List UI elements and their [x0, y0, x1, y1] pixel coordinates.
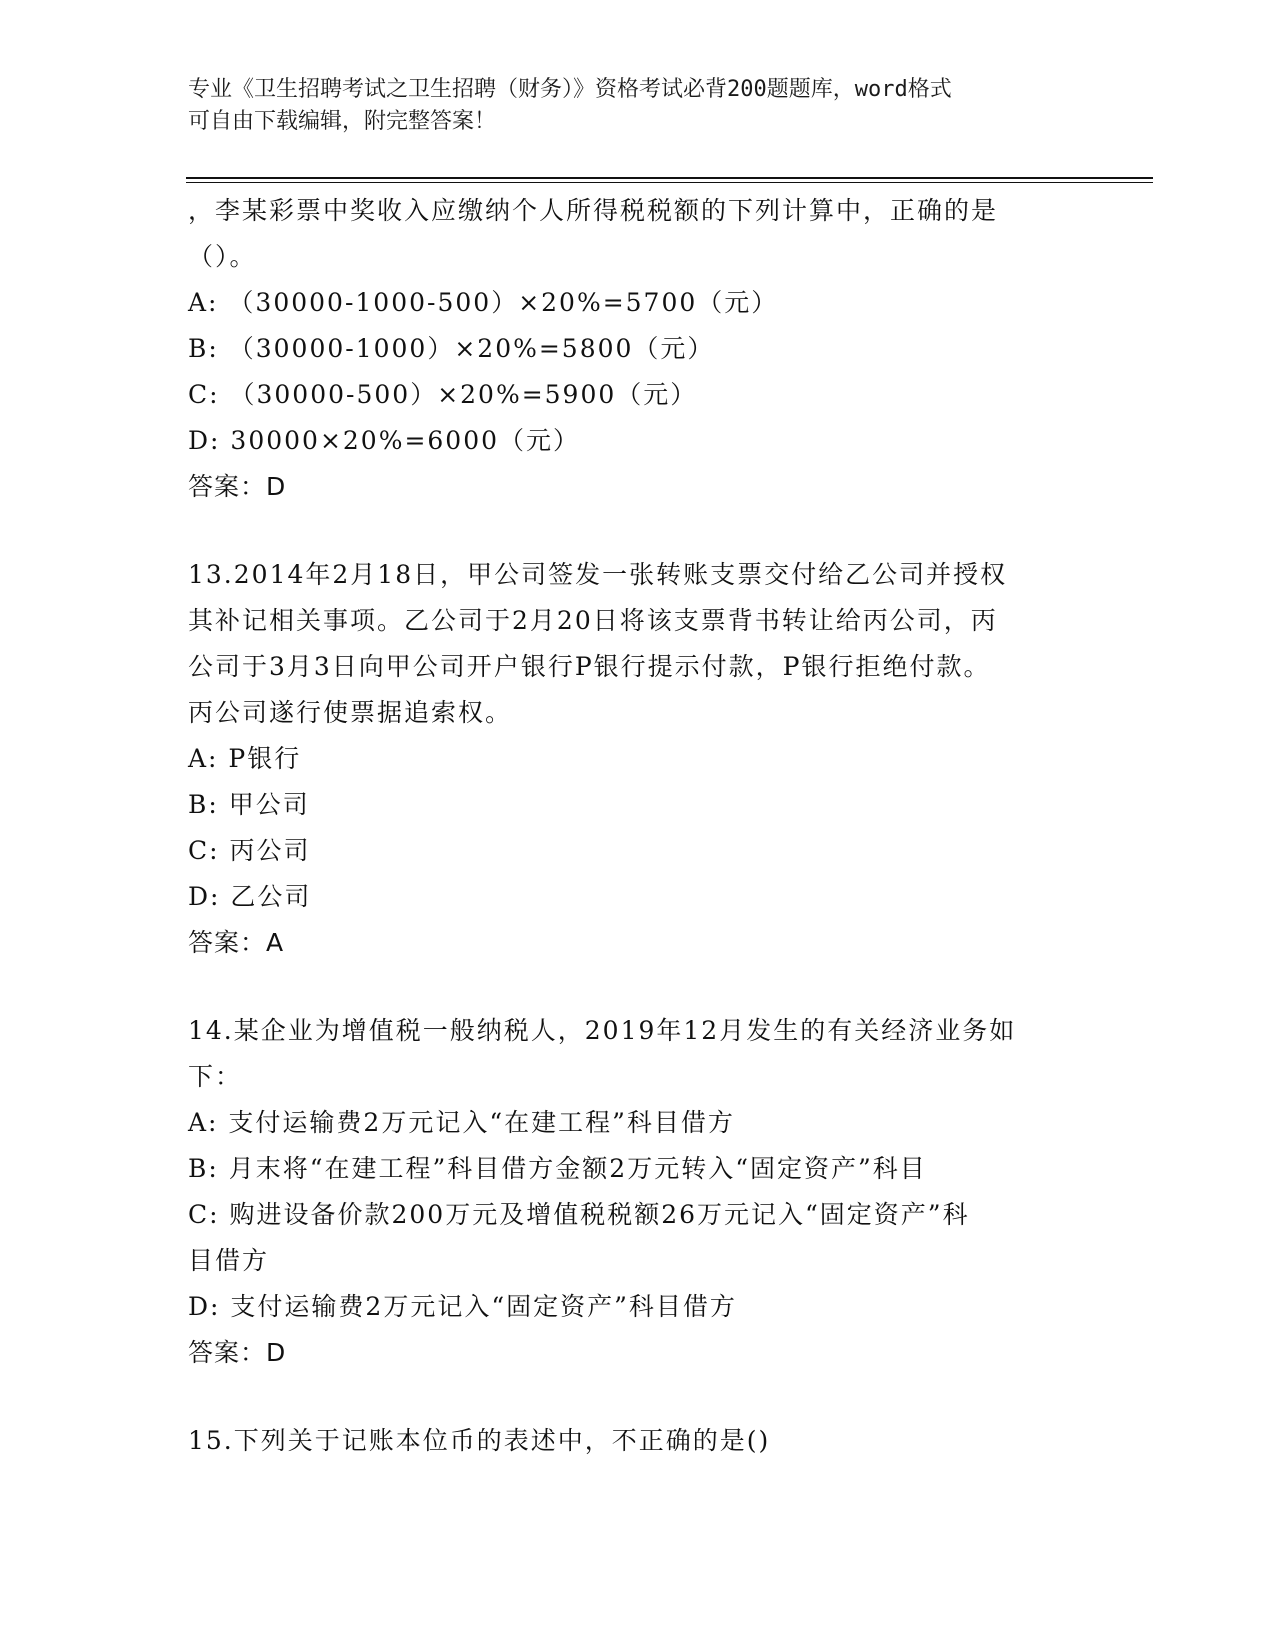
- question-stem-line: （）。: [188, 242, 257, 271]
- spacer: [188, 510, 1088, 552]
- option-c: C: 丙公司: [188, 836, 311, 865]
- question-13: [188, 552, 1088, 966]
- document-body: [188, 188, 1088, 1464]
- header-divider-thin: [186, 182, 1153, 183]
- spacer: [188, 966, 1088, 1008]
- option-b: B: （30000-1000）×20%=5800（元）: [188, 334, 715, 363]
- option-b: B: 甲公司: [188, 790, 310, 819]
- question-15: [188, 1418, 1088, 1464]
- option-d: D: 支付运输费2万元记入“固定资产”科目借方: [188, 1292, 737, 1321]
- spacer: [188, 1376, 1088, 1418]
- question-stem-line: 丙公司遂行使票据追索权。: [188, 698, 513, 727]
- option-a: A: 支付运输费2万元记入“在建工程”科目借方: [188, 1108, 735, 1137]
- document-header: [188, 74, 1068, 138]
- header-line-1: 专业《卫生招聘考试之卫生招聘（财务）》资格考试必背200题题库，word格式: [188, 77, 952, 102]
- option-c: C: 购进设备价款200万元及增值税税额26万元记入“固定资产”科: [188, 1200, 970, 1229]
- option-d: D: 30000×20%=6000（元）: [188, 426, 581, 455]
- question-stem-line: 13.2014年2月18日，甲公司签发一张转账支票交付给乙公司并授权: [188, 560, 1008, 589]
- question-stem-line: 15.下列关于记账本位币的表述中，不正确的是(): [188, 1426, 771, 1455]
- option-c-continuation: 目借方: [188, 1246, 270, 1275]
- question-stem-line: ，李某彩票中奖收入应缴纳个人所得税税额的下列计算中，正确的是: [188, 196, 999, 225]
- option-a: A: P银行: [188, 744, 302, 773]
- question-12: [188, 188, 1088, 510]
- question-stem-line: 其补记相关事项。乙公司于2月20日将该支票背书转让给丙公司，丙: [188, 606, 998, 635]
- answer: 答案：A: [188, 928, 285, 957]
- answer: 答案：D: [188, 1338, 287, 1367]
- question-stem-line: 14.某企业为增值税一般纳税人，2019年12月发生的有关经济业务如: [188, 1016, 1017, 1045]
- option-d: D: 乙公司: [188, 882, 312, 911]
- question-stem-line: 下：: [188, 1062, 243, 1091]
- header-divider-thick: [186, 177, 1153, 179]
- question-14: [188, 1008, 1088, 1376]
- question-stem-line: 公司于3月3日向甲公司开户银行P银行提示付款，P银行拒绝付款。: [188, 652, 991, 681]
- answer: 答案：D: [188, 472, 287, 501]
- option-a: A: （30000-1000-500）×20%=5700（元）: [188, 288, 779, 317]
- option-b: B: 月末将“在建工程”科目借方金额2万元转入“固定资产”科目: [188, 1154, 927, 1183]
- option-c: C: （30000-500）×20%=5900（元）: [188, 380, 698, 409]
- header-line-2: 可自由下载编辑，附完整答案！: [188, 109, 497, 134]
